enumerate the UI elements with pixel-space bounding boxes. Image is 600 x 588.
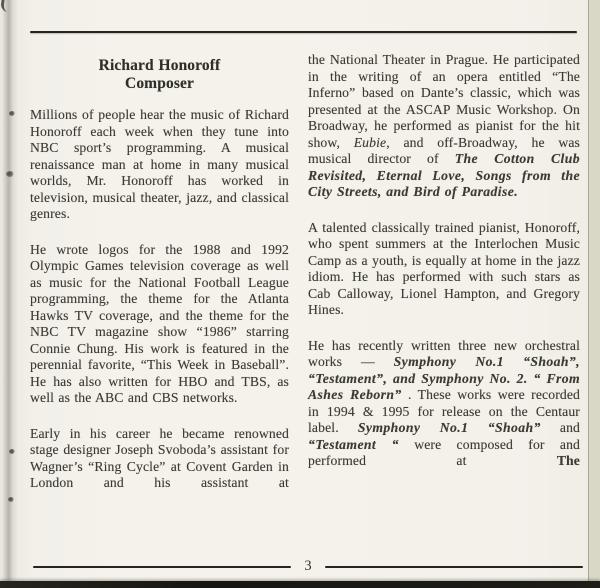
text-run: A talented classically trained pianist, Honoroff, who spent summers at the Interlochen Music Camp as a youth, is equally at home in the jazz idiom. He has performed with such stars as Cab Calloway, Lionel Hampton, and Gregory Hines. xyxy=(308,219,580,317)
text-run: “Testament “ xyxy=(308,436,399,452)
text-run: and xyxy=(540,420,580,435)
page-number: 3 xyxy=(304,557,312,574)
page-footer xyxy=(33,558,583,576)
binding-speck xyxy=(6,171,14,177)
text-run: The Cotton Club Revisited, Eternal Love, Songs from the City Streets, and Bird of Paradise. xyxy=(308,151,580,199)
scan-edge-bottom xyxy=(0,581,600,588)
text-run: He has recently written three new orchestral works — xyxy=(308,337,580,369)
text-run: Symphony No.1 “Shoah”, “Testament”, and Symphony No. 2. “ From Ashes Reborn” xyxy=(308,354,580,402)
composer-role: Composer xyxy=(125,74,194,92)
text-run: were composed for and performed at xyxy=(308,436,581,468)
binding-speck xyxy=(9,449,15,454)
right-column-paragraphs xyxy=(308,52,580,470)
top-rule xyxy=(30,31,577,33)
text-run: The xyxy=(556,453,580,468)
page-edge-right xyxy=(588,0,600,588)
paragraph xyxy=(308,338,580,470)
text-run: Symphony No.1 “Shoah” xyxy=(357,420,541,435)
paragraph xyxy=(30,426,289,492)
article-title xyxy=(30,57,289,92)
text-run: Millions of people hear the music of Richard Honoroff each week when they tune into NBC sport’s programming. A musical renaissance man at home in many musical worlds, Mr. Honoroff has worked in television, musical theater, jazz, and classical genres. xyxy=(30,107,289,221)
paragraph xyxy=(30,107,289,223)
binding-speck xyxy=(9,111,15,116)
text-run: the National Theater in Prague. He participated in the writing of an opera entitled “The Inferno” based on Dante’s classic, which was presented at the ASCAP Music Workshop. On Broadway, he performed as pianist for the hit show, xyxy=(308,52,580,150)
binding-speck xyxy=(8,497,14,502)
right-column xyxy=(308,52,580,489)
paragraph xyxy=(30,242,289,407)
paragraph xyxy=(308,52,580,201)
footer-rule-right xyxy=(325,566,583,568)
text-run: He wrote logos for the 1988 and 1992 Olympic Games television coverage as well as music for the National Football League programming, the theme for the Atlanta Hawks TV coverage, and the theme for the NBC TV magazine show “1986” starring Connie Chung. His work is featured in the perennial favorite, “This Week in Baseball”. He has also written for HBO and TBS, as well as the ABC and CBS networks. xyxy=(30,241,289,405)
paragraph xyxy=(308,220,580,319)
left-column-paragraphs xyxy=(30,107,289,492)
composer-name: Richard Honoroff xyxy=(98,57,221,74)
left-column xyxy=(30,57,289,511)
text-run: . These works were recorded in 1994 & 1995 for release on the Centaur label. xyxy=(308,387,581,435)
text-run: Early in his career he became renowned stage designer Joseph Svoboda’s assistant for Wagner’s “Ring Cycle” at Covent Garden in London and his assistant at xyxy=(30,425,289,490)
text-run: Eubie xyxy=(353,134,387,150)
text-run: , and off-Broadway, he was musical director of xyxy=(308,134,580,166)
footer-rule-left xyxy=(33,566,291,568)
